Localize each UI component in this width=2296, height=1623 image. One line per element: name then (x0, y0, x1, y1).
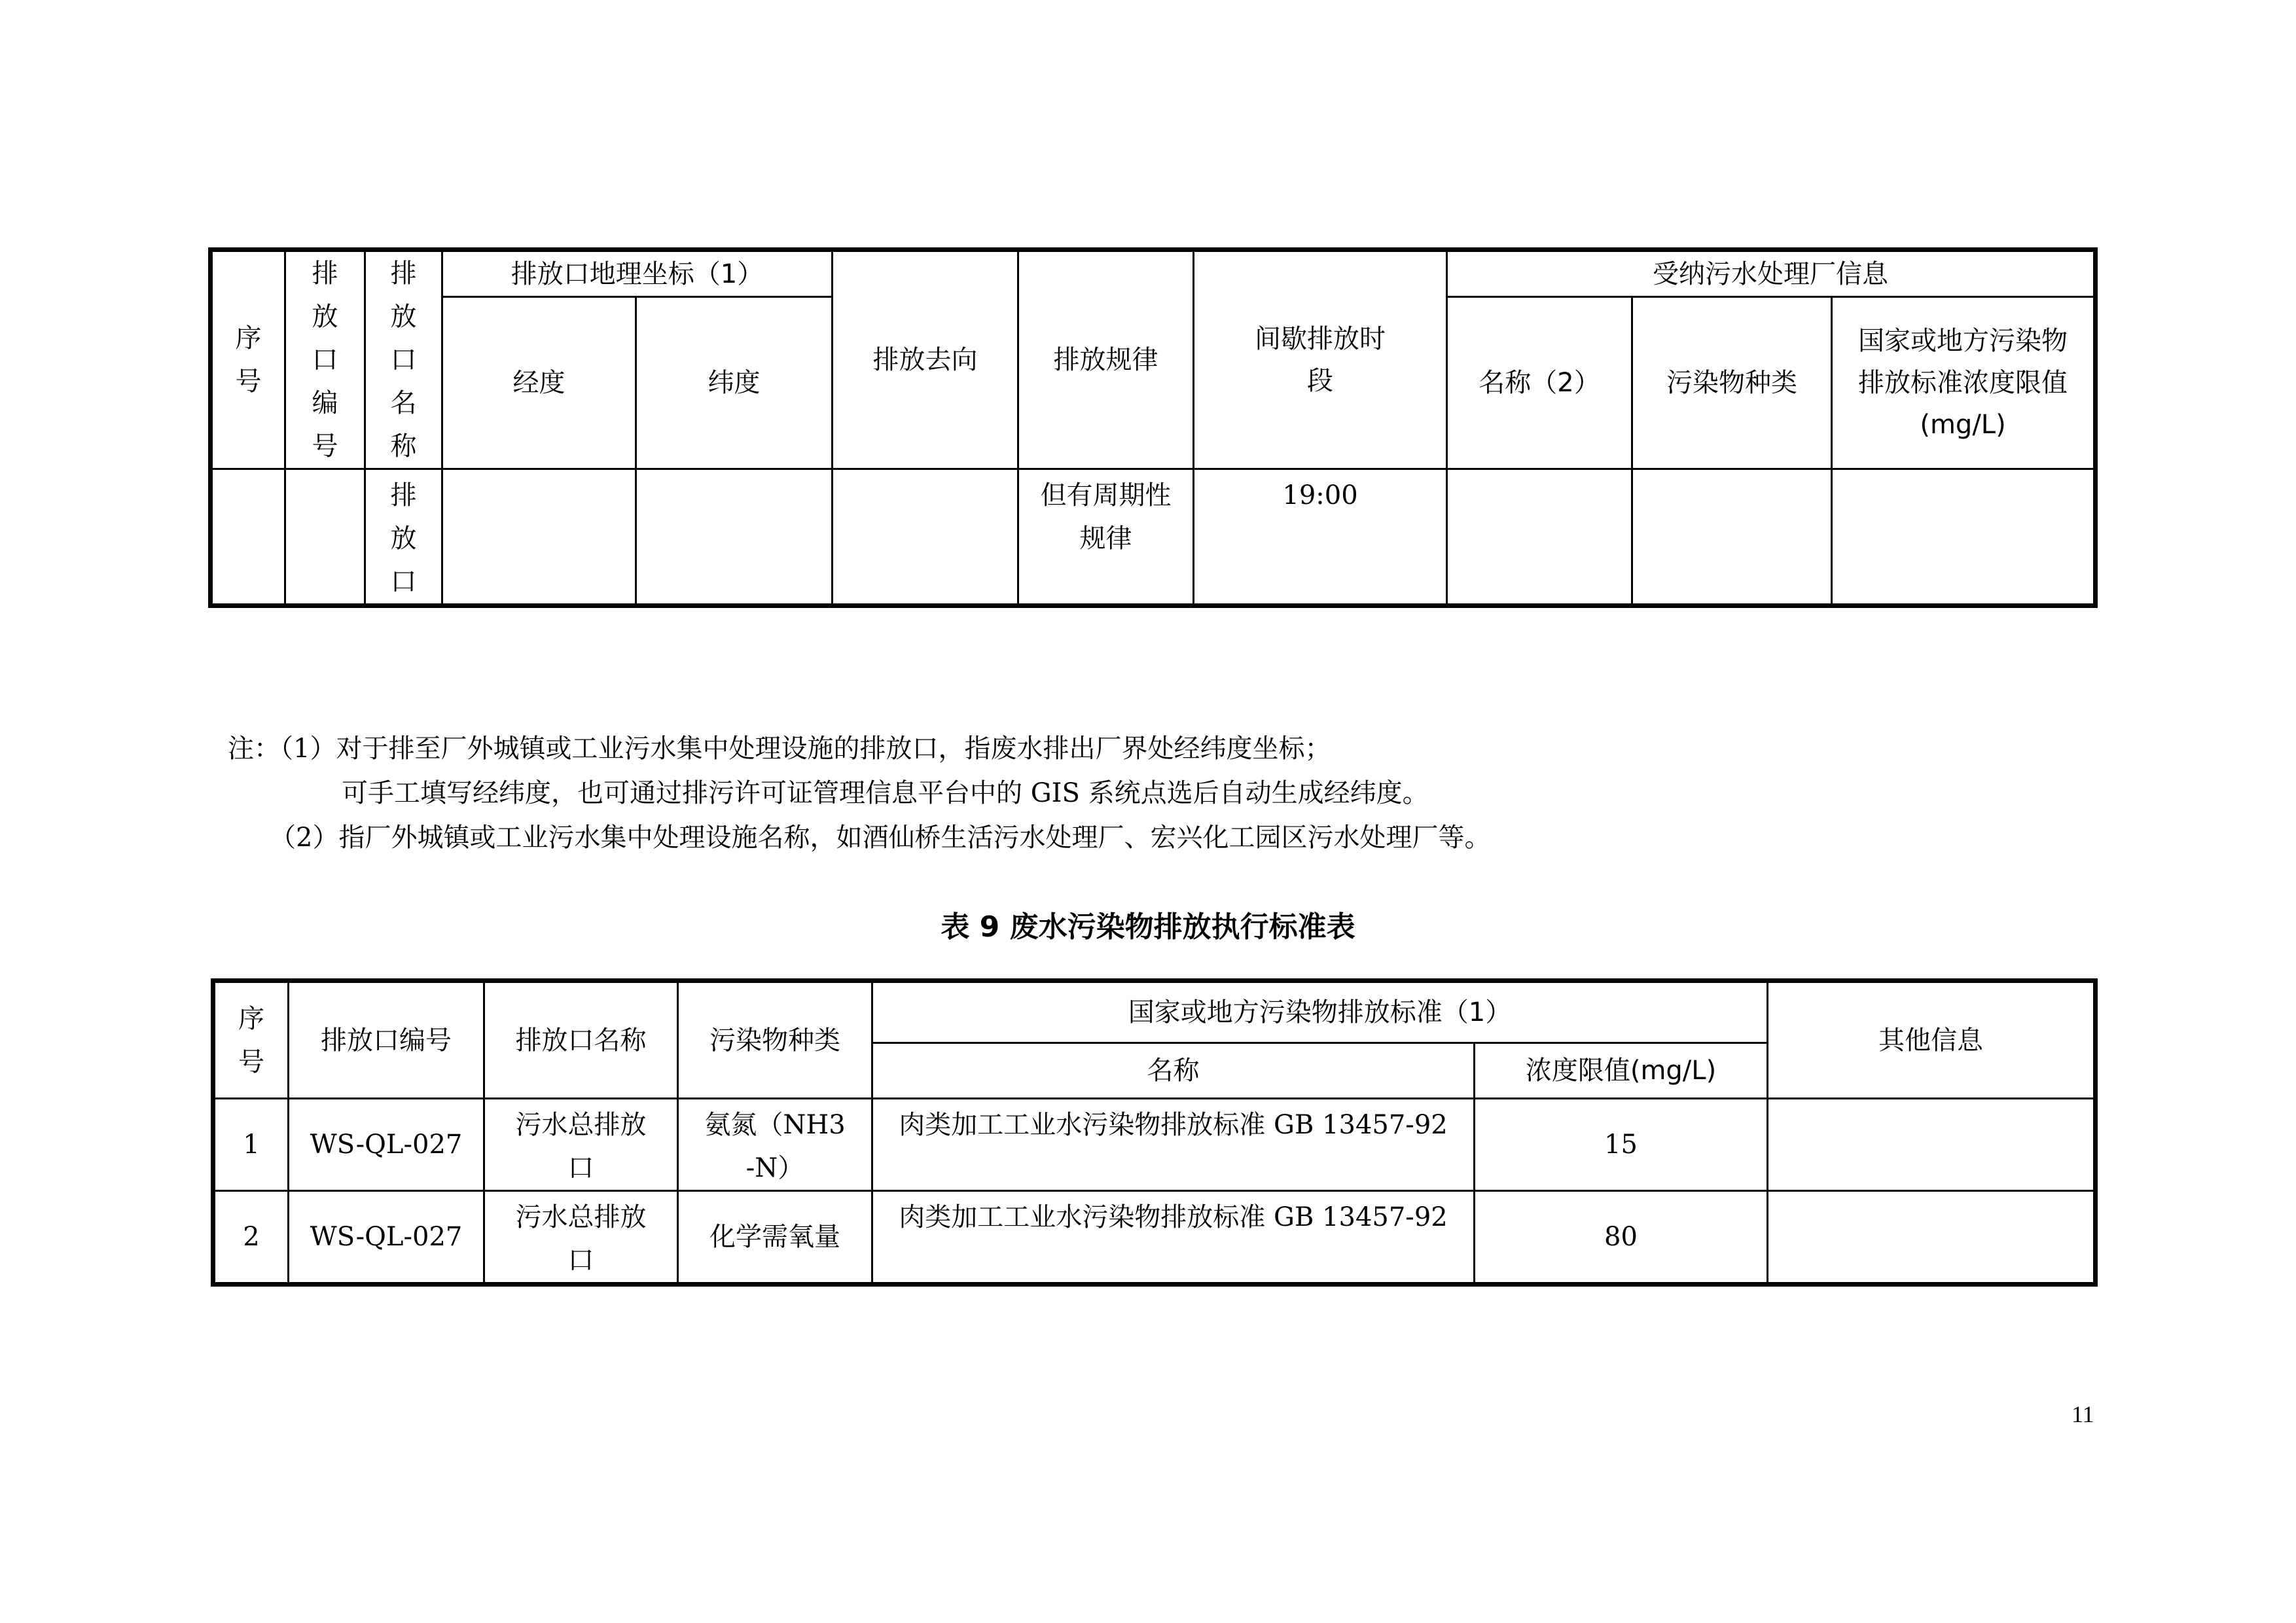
cell-outlet-name: 污水总排放口 (484, 1191, 678, 1285)
header-seq: 序号 (211, 250, 285, 469)
cell-concentration-limit: 80 (1475, 1191, 1768, 1285)
cell-pollutant-type: 化学需氧量 (678, 1191, 872, 1285)
cell-seq: 1 (213, 1099, 289, 1191)
cell-discharge-pattern: 但有周期性规律 (1018, 469, 1194, 606)
cell-standard-limit (1832, 469, 2096, 606)
header-concentration-limit: 浓度限值(mg/L) (1475, 1043, 1768, 1099)
cell-pollutant-type: 氨氮（NH3-N） (678, 1099, 872, 1191)
header-standard-group: 国家或地方污染物排放标准（1） (872, 981, 1768, 1043)
cell-seq (211, 469, 285, 606)
cell-intermittent-period: 19:00 (1194, 469, 1447, 606)
header-discharge-pattern: 排放规律 (1018, 250, 1194, 469)
table-row (213, 1191, 2096, 1285)
cell-seq: 2 (213, 1191, 289, 1285)
cell-other-info (1768, 1191, 2096, 1285)
table-header-row (211, 250, 2096, 297)
header-outlet-code: 排放口编号 (289, 981, 484, 1099)
table-row (213, 1099, 2096, 1191)
cell-outlet-name: 污水总排放口 (484, 1099, 678, 1191)
note-line-2: 可手工填写经纬度，也可通过排污许可证管理信息平台中的 GIS 系统点选后自动生成经纬度。 (342, 778, 1429, 808)
header-standard-name: 名称 (872, 1043, 1475, 1099)
cell-discharge-destination (833, 469, 1018, 606)
note-line-1: 注：（1）对于排至厂外城镇或工业污水集中处理设施的排放口，指废水排出厂界处经纬度坐标； (228, 734, 1331, 764)
header-other-info: 其他信息 (1768, 981, 2096, 1099)
emission-standard-table (211, 978, 2098, 1287)
header-plant-name: 名称（2） (1447, 297, 1632, 469)
header-receiving-plant-info: 受纳污水处理厂信息 (1447, 250, 2096, 297)
header-intermittent-period: 间歇排放时段 (1194, 250, 1447, 469)
cell-plant-name (1447, 469, 1632, 606)
cell-concentration-limit: 15 (1475, 1099, 1768, 1191)
cell-outlet-name: 排放口 (365, 469, 442, 606)
table-header-row (213, 981, 2096, 1043)
header-outlet-code: 排放口编号 (285, 250, 365, 469)
cell-outlet-code (285, 469, 365, 606)
cell-longitude (442, 469, 636, 606)
cell-standard-name: 肉类加工工业水污染物排放标准 GB 13457-92 (872, 1191, 1475, 1285)
header-latitude: 纬度 (636, 297, 833, 469)
page-number: 11 (2072, 1401, 2094, 1427)
table-row (211, 469, 2096, 606)
header-longitude: 经度 (442, 297, 636, 469)
cell-outlet-code: WS-QL-027 (289, 1099, 484, 1191)
header-outlet-name: 排放口名称 (484, 981, 678, 1099)
note-line-3: （2）指厂外城镇或工业污水集中处理设施名称，如酒仙桥生活污水处理厂、宏兴化工园区污水处理厂等。 (270, 823, 1491, 853)
header-discharge-destination: 排放去向 (833, 250, 1018, 469)
header-seq: 序号 (213, 981, 289, 1099)
header-geo-coords: 排放口地理坐标（1） (442, 250, 833, 297)
table-caption: 表 9 废水污染物排放执行标准表 (941, 910, 1355, 944)
header-standard-limit: 国家或地方污染物 排放标准浓度限值 (mg/L) (1832, 297, 2096, 469)
header-pollutant-type: 污染物种类 (678, 981, 872, 1099)
cell-outlet-code: WS-QL-027 (289, 1191, 484, 1285)
header-pollutant-type: 污染物种类 (1632, 297, 1832, 469)
cell-other-info (1768, 1099, 2096, 1191)
cell-pollutant-type (1632, 469, 1832, 606)
outlet-info-table (208, 247, 2098, 608)
header-outlet-name: 排放口名称 (365, 250, 442, 469)
cell-standard-name: 肉类加工工业水污染物排放标准 GB 13457-92 (872, 1099, 1475, 1191)
cell-latitude (636, 469, 833, 606)
